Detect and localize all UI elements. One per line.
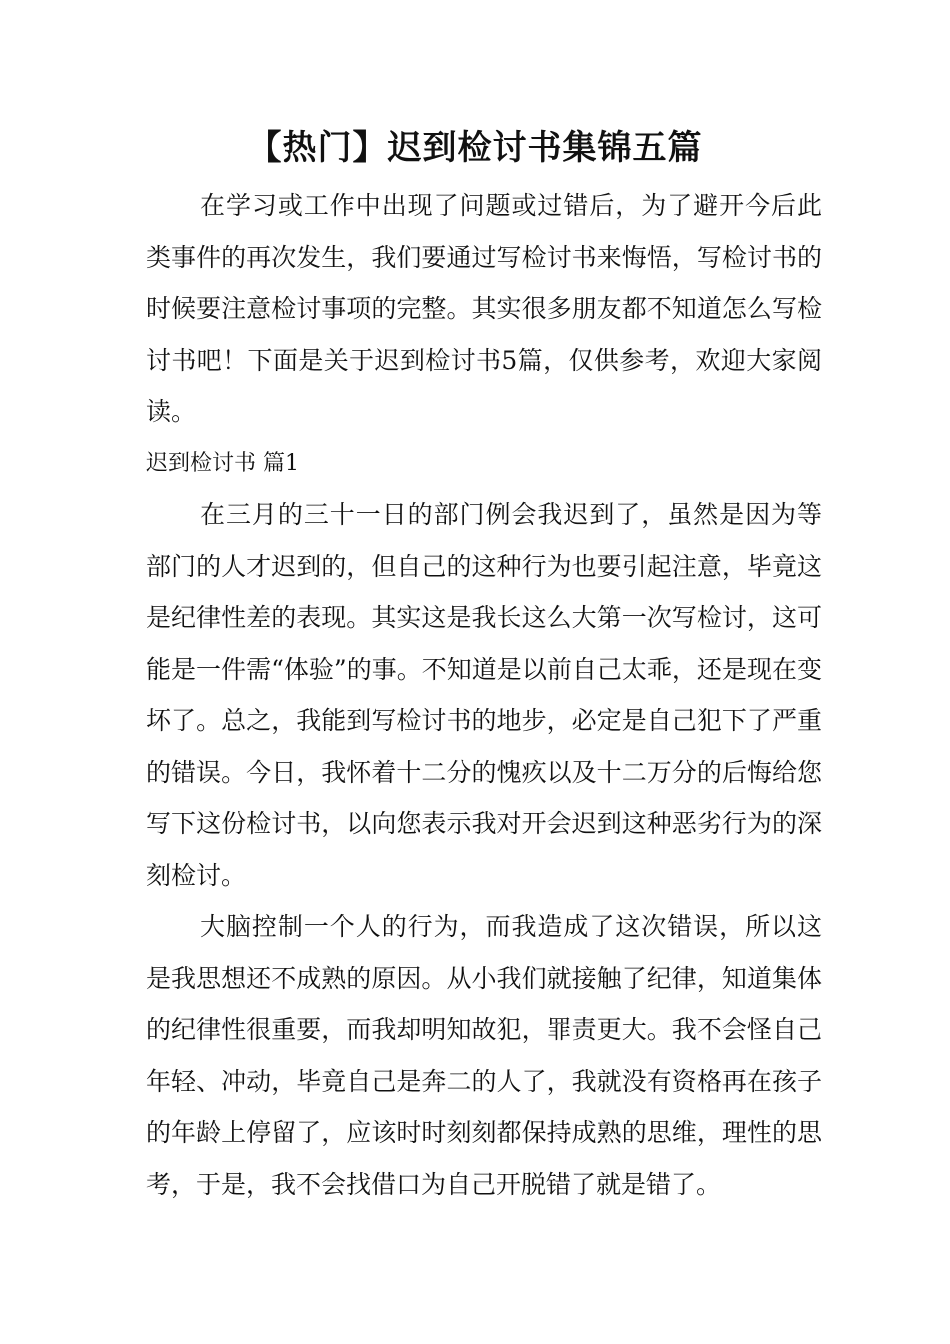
section-heading: 迟到检讨书 篇1 bbox=[146, 450, 299, 476]
document-title: 【热门】迟到检讨书集锦五篇 bbox=[247, 128, 703, 168]
intro-paragraph: 在学习或工作中出现了问题或过错后，为了避开今后此类事件的再次发生，我们要通过写检讨书来悔悟，写检讨书的时候要注意检讨事项的完整。其实很多朋友都不知道怎么写检讨书吧！下面是关于迟到检讨书5篇，仅供参考，欢迎大家阅读。 bbox=[146, 191, 822, 426]
body-paragraph-2: 大脑控制一个人的行为，而我造成了这次错误，所以这是我思想还不成熟的原因。从小我们就接触了纪律，知道集体的纪律性很重要，而我却明知故犯，罪责更大。我不会怪自己年轻、冲动，毕竟自己是奔二的人了，我就没有资格再在孩子的年龄上停留了，应该时时刻刻都保持成熟的思维，理性的思考，于是，我不会找借口为自己开脱错了就是错了。 bbox=[146, 912, 822, 1199]
body-paragraph-1: 在三月的三十一日的部门例会我迟到了，虽然是因为等部门的人才迟到的，但自己的这种行为也要引起注意，毕竟这是纪律性差的表现。其实这是我长这么大第一次写检讨，这可能是一件需“体验”的事。不知道是以前自己太乖，还是现在变坏了。总之，我能到写检讨书的地步，必定是自己犯下了严重的错误。今日，我怀着十二分的愧疚以及十二万分的后悔给您写下这份检讨书，以向您表示我对开会迟到这种恶劣行为的深刻检讨。 bbox=[146, 500, 822, 890]
document-body bbox=[146, 180, 822, 1210]
